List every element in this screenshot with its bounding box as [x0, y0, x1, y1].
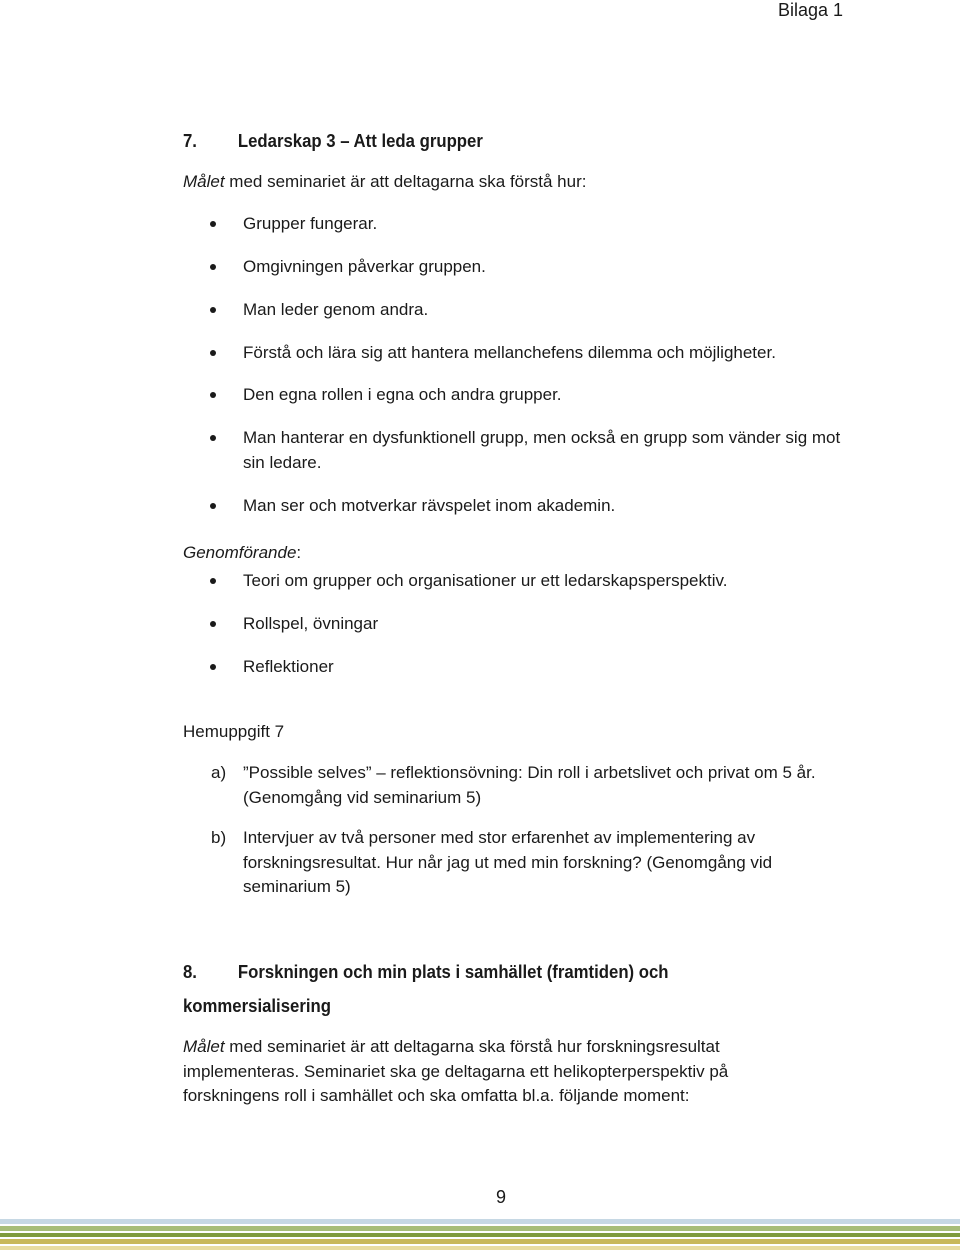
- list-item: Rollspel, övningar: [183, 611, 853, 636]
- list-item: b) Intervjuer av två personer med stor erfarenhet av implementering av forskningsresultat. Hur når jag ut med min forskning? (Genomgång vid seminarium 5): [211, 828, 773, 896]
- bullet-icon: [210, 621, 216, 627]
- footer-decorative-stripes: [0, 1219, 960, 1251]
- section-7-heading: [183, 129, 806, 153]
- footer-stripe: [0, 1226, 960, 1231]
- implementation-label: Genomförande:: [183, 543, 302, 562]
- page-number: 9: [495, 1187, 506, 1207]
- section-7-title: Ledarskap 3 – Att leda grupper: [237, 131, 483, 151]
- footer-stripe: [0, 1233, 960, 1237]
- section-7: [183, 129, 853, 153]
- section-8-title-line2: kommersialisering: [183, 996, 331, 1016]
- footer-stripe: [0, 1219, 960, 1224]
- goal-text: med seminariet är att deltagarna ska förstå hur:: [224, 172, 587, 191]
- section-7-goal-paragraph: [183, 170, 853, 195]
- footer-stripe: [0, 1246, 960, 1250]
- list-item: Förstå och lära sig att hantera mellanchefens dilemma och möjligheter.: [183, 340, 853, 365]
- section-8-number: 8.: [183, 962, 197, 982]
- bullet-icon: [210, 664, 216, 670]
- bullet-icon: [210, 392, 216, 398]
- section-8-goal-paragraph: [183, 1035, 783, 1109]
- section-8: [183, 960, 853, 1018]
- homework-title: Hemuppgift 7: [183, 722, 285, 741]
- bullet-icon: [210, 221, 216, 227]
- list-item: a) ”Possible selves” – reflektionsövning: Din roll i arbetslivet och privat om 5 år. (Genomgång vid seminarium 5): [211, 763, 816, 807]
- bullet-icon: [210, 307, 216, 313]
- bullet-icon: [210, 435, 216, 441]
- list-item: Man ser och motverkar rävspelet inom akademin.: [183, 493, 853, 518]
- section-8-heading: [183, 960, 806, 984]
- goal-text: med seminariet är att deltagarna ska förstå hur forskningsresultat implementeras. Seminariet ska ge deltagarna ett helikopterperspektiv på forskningens roll i samhället och ska omfatta bl.a. följande moment:: [183, 1037, 729, 1105]
- list-item: Den egna rollen i egna och andra grupper.: [183, 382, 853, 407]
- footer-stripe: [0, 1239, 960, 1244]
- list-item: Reflektioner: [183, 654, 853, 679]
- list-item: Grupper fungerar.: [183, 211, 853, 236]
- bullet-icon: [210, 264, 216, 270]
- goal-label: Målet: [183, 172, 225, 191]
- bullet-icon: [210, 503, 216, 509]
- list-item: Man hanterar en dysfunktionell grupp, men också en grupp som vänder sig mot sin ledare.: [183, 425, 855, 475]
- list-item: Man leder genom andra.: [183, 297, 853, 322]
- list-item: Teori om grupper och organisationer ur ett ledarskapsperspektiv.: [183, 568, 853, 593]
- section-7-number: 7.: [183, 131, 197, 151]
- list-item: Omgivningen påverkar gruppen.: [183, 254, 853, 279]
- section-8-title-line1: Forskningen och min plats i samhället (framtiden) och: [237, 962, 669, 982]
- page-header-appendix-label: Bilaga 1: [777, 0, 843, 20]
- goal-label: Målet: [183, 1037, 225, 1056]
- bullet-icon: [210, 578, 216, 584]
- bullet-icon: [210, 350, 216, 356]
